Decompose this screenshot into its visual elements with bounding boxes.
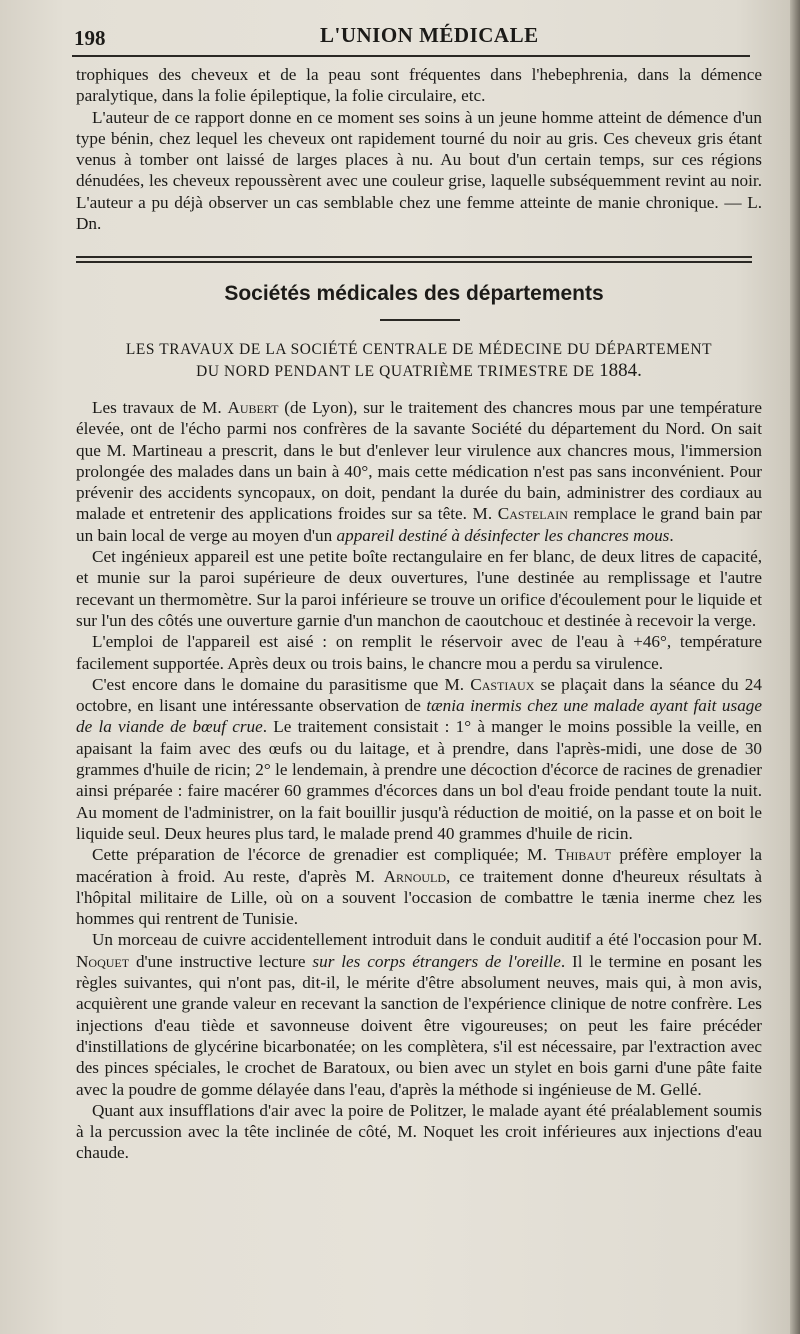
text-run: remplace le grand bain par un bain local de verge au moyen d'un	[76, 504, 762, 545]
subheading-year: 1884.	[599, 360, 642, 381]
text-run: . Il le termine en posant les règles suivantes, qui n'ont pas, dit-il, le mérite d'être absolument neuves, mais qui, à mon avis, acquièrent une grande valeur en recevant la sanction de l'expérience clinique de notre confrère. Les injections d'eau tiède et savonneuse doivent être vigoureuses; on peut les faire précéder d'instillations de glycérine bicarbonatée; on les complètera, s'il est nécessaire, par l'extraction avec des pinces spéciales, le crochet de Baratoux, ou bien avec un stylet en bois garni d'une pâte faite avec la poudre de gomme délayée dans l'eau, d'après la méthode si ingénieuse de M. Gellé.	[76, 951, 762, 1099]
section-divider	[76, 256, 752, 263]
text-run: C'est encore dans le domaine du parasitisme que M.	[92, 674, 471, 694]
body-paragraph: Cet ingénieux appareil est une petite boîte rectangulaire en fer blanc, de deux litres de capacité, et munie sur la paroi supérieure de deux ouvertures, l'une destinée au remplissage et l'autre recevant un thermomètre. Sur la paroi inférieure se trouve un orifice d'écoulement pour le liquide et sur l'un des côtés une ouverture garnie d'un manchon de caoutchouc et destinée à recevoir la verge.	[76, 547, 762, 630]
page-edge-shadow	[790, 0, 800, 1334]
header-rule	[72, 55, 750, 57]
page-header	[72, 22, 752, 52]
author-name: Noquet	[76, 951, 130, 971]
intro-paragraph: trophiques des cheveux et de la peau sont fréquentes dans l'hebephrenia, dans la démence paralytique, dans la folie épileptique, la folie circulaire, etc.	[76, 65, 762, 106]
text-run: Un morceau de cuivre accidentellement introduit dans le conduit auditif a été l'occasion pour M.	[92, 930, 762, 950]
text-run: se plaçait dans la séance du 24 octobre, en lisant une intéressante observation de	[76, 674, 762, 716]
body-paragraph	[76, 844, 762, 929]
section-title: Sociétés médicales des départements	[224, 282, 604, 305]
body-paragraph: L'emploi de l'appareil est aisé : on remplit le réservoir avec de l'eau à +46°, température facilement supportée. Après deux ou trois bains, le chancre mou a perdu sa virulence.	[76, 632, 762, 673]
body-paragraph	[76, 929, 762, 1099]
text-run: Les travaux de M.	[92, 398, 228, 417]
author-name: Castiaux	[470, 674, 535, 694]
text-run: , ce traitement donne d'heureux résultats à l'hôpital militaire de Lille, où on a souvent l'occasion de combattre le tænia inerme chez les hommes qui rentrent de Tunisie.	[76, 866, 763, 929]
italic-title: appareil destiné à désinfecter les chancres mous	[336, 525, 670, 545]
author-name: Thibaut	[555, 845, 612, 865]
body-paragraph	[76, 397, 762, 546]
text-run: .	[669, 525, 674, 545]
title-underline	[380, 319, 460, 321]
author-name: Aubert	[227, 398, 279, 417]
subheading-line	[76, 360, 762, 382]
text-run: . Le traitement consistait : 1° à manger le moins possible la veille, en apaisant la faim avec des œufs ou du laitage, et à prendre, dans l'après-midi, une dose de 30 grammes d'huile de ricin; 2° le lendemain, à prendre une décoction d'écorce de racines de grenadier ainsi préparée : faire macérer 60 grammes d'écorces dans un bol d'eau froide pendant toute la nuit. Au moment de l'administrer, on la fait bouillir jusqu'à réduction de moitié, on la passe et on boit le liquide seul. Deux heures plus tard, le malade prend 40 grammes d'huile de ricin.	[76, 717, 762, 843]
text-run: d'une instructive lecture	[129, 951, 313, 971]
body-paragraph	[76, 674, 762, 844]
author-name: Arnould	[383, 866, 447, 886]
article-subheading	[76, 339, 762, 382]
text-run: préfère employer la macération à froid. Au reste, d'après M.	[76, 845, 762, 886]
body-paragraph: Quant aux insufflations d'air avec la poire de Politzer, le malade ayant été préalablement soumis à la percussion avec la tête inclinée de côté, M. Noquet les croit inférieures aux injections d'eau chaude.	[76, 1100, 762, 1163]
intro-text	[76, 64, 762, 234]
italic-title: tænia inermis chez une malade ayant fait usage de la viande de bœuf crue	[76, 696, 763, 737]
italic-title: sur les corps étrangers de l'oreille	[312, 951, 561, 971]
subheading-line: LES TRAVAUX DE LA SOCIÉTÉ CENTRALE DE MÉDECINE DU DÉPARTEMENT	[125, 341, 713, 358]
page-number: 198	[74, 26, 106, 50]
running-title: L'UNION MÉDICALE	[320, 23, 539, 47]
text-run: Cette préparation de l'écorce de grenadier est compliquée; M.	[92, 845, 556, 865]
intro-paragraph: L'auteur de ce rapport donne en ce moment ses soins à un jeune homme atteint de démence d'un type bénin, chez lequel les cheveux ont rapidement tourné du noir au gris. Ces cheveux gris étant venus à tomber ont laissé de larges places à nu. Au bout d'un certain temps, sur ces régions dénudées, les cheveux repoussèrent avec une couleur grise, laquelle subséquemment revint au noir. L'auteur a pu déjà observer un cas semblable chez une femme atteinte de manie chronique. — L. Dn.	[76, 107, 762, 234]
author-name: Castelain	[497, 504, 568, 524]
text-run: (de Lyon), sur le traitement des chancres mous par une température élevée, ont de l'écho parmi nos confrères de la savante Société du département du Nord. On sait que M. Martineau a prescrit, dans le but d'enlever leur virulence aux chancres mous, l'immersion prolongée des malades dans un bain à 40°, mais cette médication n'est pas sans inconvénient. Pour prévenir des accidents syncopaux, on doit, pendant la durée du bain, administrer des cordiaux au malade et entretenir des applications froides sur sa tête. M.	[76, 398, 763, 524]
article-body	[76, 397, 762, 1164]
subheading-text: DU NORD PENDANT LE QUATRIÈME TRIMESTRE DE	[196, 363, 595, 380]
